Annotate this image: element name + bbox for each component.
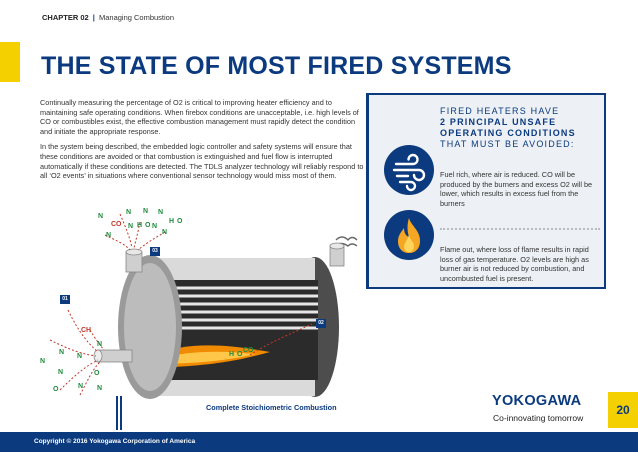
flue-label-n2-f: N [152, 223, 158, 230]
flame-label-o: O [237, 351, 243, 358]
wind-icon [384, 145, 434, 195]
air-label-n2-c: N [77, 353, 83, 360]
fuel-label-ch4: CH [81, 327, 92, 334]
chapter-separator: | [92, 13, 95, 22]
flue-label-n2-h: N [162, 229, 168, 236]
flame-label-co2: CO [243, 347, 254, 354]
page-number: 20 [608, 392, 638, 428]
chapter-header [42, 13, 174, 22]
measurement-tag-03: 03 [150, 247, 160, 256]
air-label-o2-b: O [53, 386, 59, 393]
flue-label-h: H [137, 222, 143, 229]
flue-label-n2-d: N [158, 209, 164, 216]
panel-heading-line1: FIRED HEATERS HAVE [440, 106, 560, 116]
footer-bar [0, 432, 638, 452]
paragraph-1: Continually measuring the percentage of O2 is critical to improving heater efficiency and to maintaining safe operating conditions. When firebox conditions are unacceptable, i.e. high levels of CO or combustibles exist, the effective combustion management must rapidly detect the condition and initiate the appropriate response. [40, 98, 359, 136]
flame-label-h: H [229, 351, 235, 358]
condition-fuel-rich-text: Fuel rich, where air is reduced. CO will be produced by the burners and excess O2 will be lower, which results in excess fuel from the burners [440, 170, 593, 208]
flue-label-h2o-o: O [177, 218, 183, 225]
air-label-n2-a: N [97, 341, 103, 348]
copyright-text: Copyright © 2016 Yokogawa Corporation of America [34, 438, 196, 445]
panel-heading-line3: THAT MUST BE AVOIDED: [440, 139, 575, 149]
panel-accent-bar [366, 93, 369, 289]
diagram-caption: Complete Stoichiometric Combustion [206, 403, 337, 412]
panel-heading [440, 106, 600, 150]
air-label-o2-a: O [94, 370, 100, 377]
air-label-n2-f: N [78, 383, 84, 390]
panel-divider [440, 228, 600, 230]
chapter-topic: Managing Combustion [98, 13, 175, 22]
air-label-n2-b: N [59, 349, 65, 356]
flue-label-n2-e: N [128, 223, 134, 230]
air-label-n2-d: N [40, 358, 46, 365]
measurement-tag-01: 01 [60, 295, 70, 304]
flue-label-n2-c: N [143, 208, 149, 215]
paragraph-2: In the system being described, the embedded logic controller and safety systems will ensure that these conditions are avoided or that combustion is extinguished and fuel flow is interrupted automatically if these conditions are detected. The TDLS analyzer technology will reliably respond to all ‘O2 events’ in situations where conventional sensor technology would miss most of them. [40, 142, 364, 181]
chapter-accent-bar [0, 42, 20, 82]
flame-icon [384, 210, 434, 260]
page-title: THE STATE OF MOST FIRED SYSTEMS [41, 52, 512, 80]
chapter-label: CHAPTER 02 [42, 13, 89, 22]
flue-label-n2-a: N [98, 213, 104, 220]
air-label-n2-e: N [58, 369, 64, 376]
flue-label-n2-g: N [106, 232, 112, 239]
flue-label-co2: CO [111, 221, 122, 228]
flue-label-h2o-h: H [169, 218, 175, 225]
body-text [40, 98, 365, 187]
burner-inlet [98, 350, 132, 362]
flue-label-o: O [145, 222, 151, 229]
air-label-n2-g: N [97, 385, 103, 392]
logo-tagline: Co-innovating tomorrow [493, 413, 584, 423]
yokogawa-logo: YOKOGAWA [492, 393, 582, 409]
measurement-tag-02: 02 [316, 319, 326, 328]
fired-heater-diagram [0, 200, 365, 430]
flue-label-n2-b: N [126, 209, 132, 216]
panel-heading-bold: 2 PRINCIPAL UNSAFE OPERATING CONDITIONS [440, 117, 576, 138]
condition-flame-out-text: Flame out, where loss of flame results in rapid loss of gas temperature. O2 levels are high as burner air is not reduced by combustion, and uncombusted fuel is present. [440, 245, 589, 283]
